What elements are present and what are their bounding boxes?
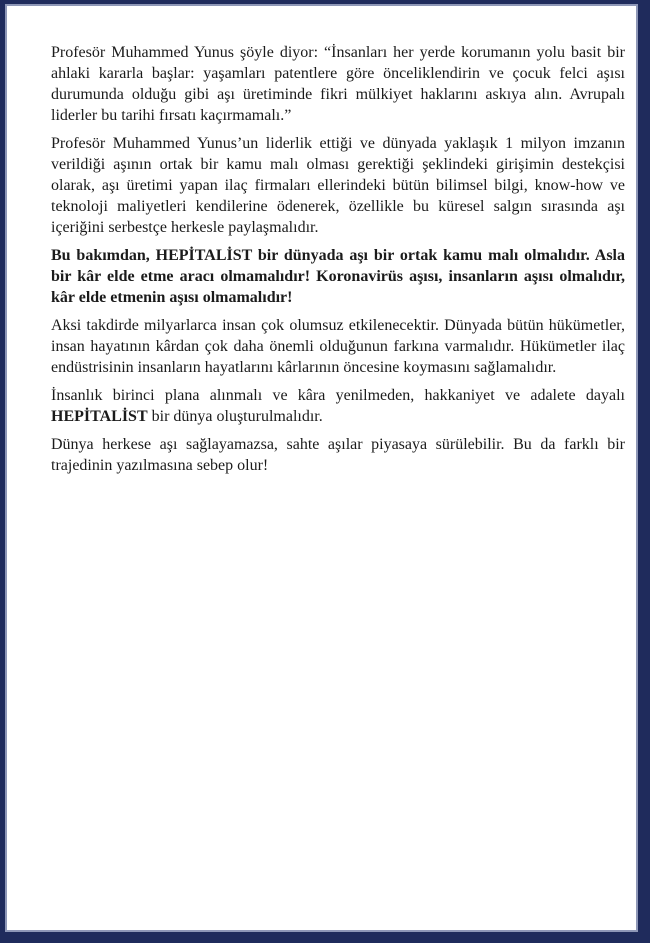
text-run: Aksi takdirde milyarlarca insan çok olumsuz etkilenecektir. Dünyada bütün hükümetler, insan hayatının kârdan çok daha önemli olduğunun farkına varmalıdır. Hükümetler ilaç endüstrisinin insanların hayatlarını kârlarının öncesine koymasını sağlamalıdır. bbox=[51, 317, 625, 376]
paragraph bbox=[51, 434, 625, 476]
page-border bbox=[5, 4, 638, 932]
text-run: HEPİTALİST bbox=[51, 408, 148, 425]
paragraph bbox=[51, 133, 625, 238]
paragraph bbox=[51, 245, 625, 308]
text-run: bir dünya oluşturulmalıdır. bbox=[147, 408, 323, 425]
text-run: Dünya herkese aşı sağlayamazsa, sahte aşılar piyasaya sürülebilir. Bu da farklı bir trajedinin yazılmasına sebep olur! bbox=[51, 436, 625, 474]
text-run: İnsanlık birinci plana alınmalı ve kâra yenilmeden, hakkaniyet ve adalete dayalı bbox=[51, 387, 625, 404]
text-run: Bu bakımdan, HEPİTALİST bir dünyada aşı bir ortak kamu malı olmalıdır. Asla bir kâr elde etme aracı olmamalıdır! Koronavirüs aşısı, insanların aşısı olmalıdır, kâr elde etmenin aşısı olmamalıdır! bbox=[51, 247, 625, 306]
paragraph bbox=[51, 385, 625, 427]
document-body bbox=[7, 6, 636, 476]
paragraph bbox=[51, 315, 625, 378]
paragraph bbox=[51, 42, 625, 126]
text-run: Profesör Muhammed Yunus’un liderlik ettiği ve dünyada yaklaşık 1 milyon imzanın verildiği aşının ortak bir kamu malı olması gerektiği şeklindeki girişimin destekçisi olarak, aşı üretimi yapan ilaç firmaları ellerindeki bütün bilimsel bilgi, know-how ve teknoloji maliyetleri kendilerine ödenerek, özellikle bu küresel salgın sırasında aşı içeriğini serbestçe herkesle paylaşmalıdır. bbox=[51, 135, 625, 236]
text-run: Profesör Muhammed Yunus şöyle diyor: “İnsanları her yerde korumanın yolu basit bir ahlaki kararla başlar: yaşamları patentlere göre önceliklendirin ve çocuk felci aşısı durumunda olduğu gibi aşı üretiminde fikri mülkiyet haklarını askıya alın. Avrupalı liderler bu tarihi fırsatı kaçırmamalı.” bbox=[51, 44, 625, 124]
paragraph-container bbox=[51, 42, 625, 476]
